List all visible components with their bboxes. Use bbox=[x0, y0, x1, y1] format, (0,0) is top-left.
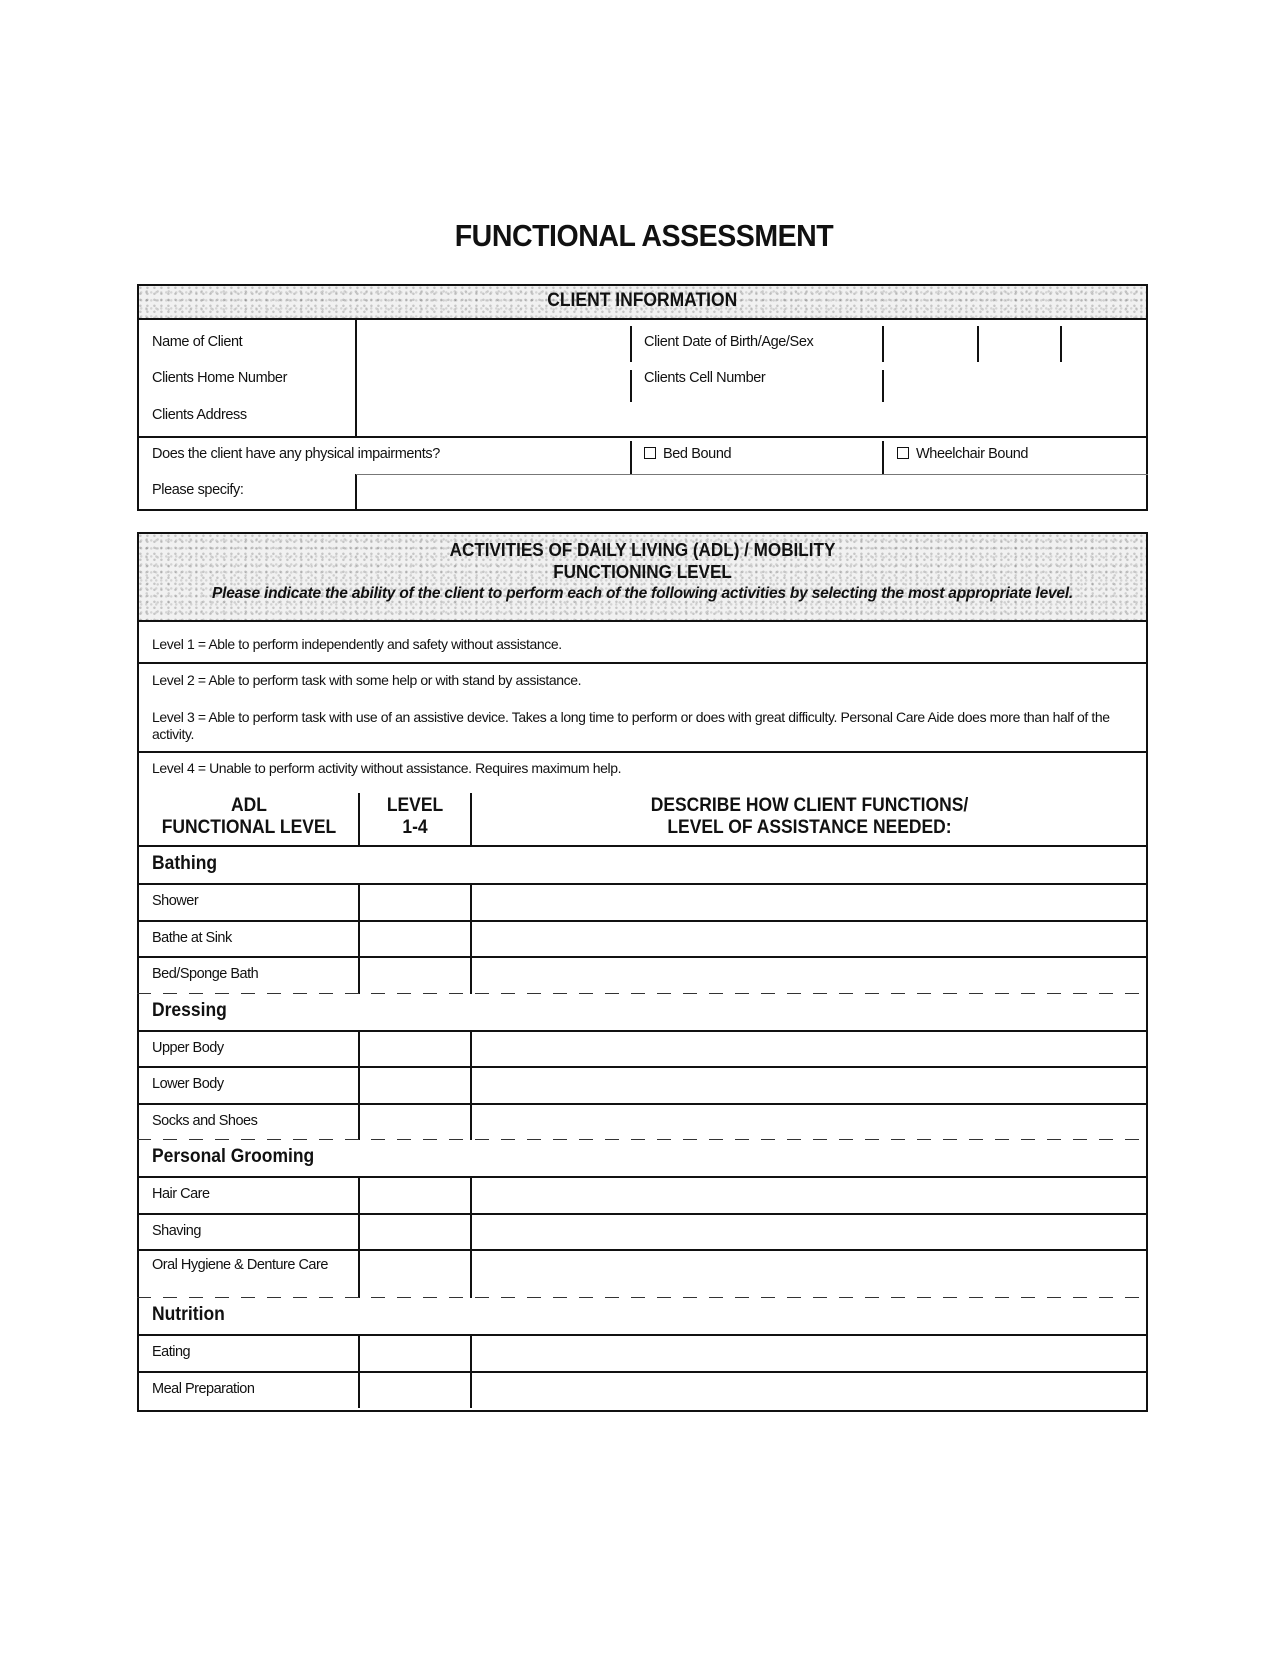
table-row bbox=[137, 921, 1148, 958]
description-input[interactable] bbox=[472, 1335, 1146, 1372]
row-label: Bed/Sponge Bath bbox=[152, 966, 259, 982]
level-input[interactable] bbox=[360, 1214, 470, 1251]
column-header-level bbox=[363, 795, 466, 839]
description-input[interactable] bbox=[472, 1214, 1146, 1251]
row-label: Bathe at Sink bbox=[152, 929, 232, 946]
description-input[interactable] bbox=[472, 1031, 1146, 1068]
address-field[interactable] bbox=[360, 398, 1140, 434]
table-row bbox=[137, 884, 1148, 921]
description-input[interactable] bbox=[472, 1104, 1146, 1141]
bed-bound-checkbox[interactable] bbox=[644, 446, 731, 462]
divider bbox=[358, 1067, 360, 1104]
description-input[interactable] bbox=[472, 1067, 1146, 1104]
level-input[interactable] bbox=[360, 1372, 470, 1409]
level-4-definition: Level 4 = Unable to perform activity without assistance. Requires maximum help. bbox=[152, 760, 622, 776]
column-header-adl-line2: FUNCTIONAL LEVEL bbox=[161, 817, 337, 838]
bed-bound-label: Bed Bound bbox=[663, 446, 732, 462]
level-2-definition: Level 2 = Able to perform task with some help or with stand by assistance. bbox=[152, 672, 582, 688]
row-label: Eating bbox=[152, 1344, 191, 1360]
level-input[interactable] bbox=[360, 1031, 470, 1068]
table-row bbox=[137, 1067, 1148, 1104]
column-header-adl-line1: ADL bbox=[231, 795, 267, 816]
please-specify-field[interactable] bbox=[360, 477, 1144, 507]
wheelchair-bound-checkbox[interactable] bbox=[897, 446, 1028, 462]
table-row bbox=[137, 1335, 1148, 1372]
column-header-describe bbox=[498, 795, 1121, 839]
divider bbox=[137, 751, 1148, 753]
divider bbox=[358, 884, 360, 921]
table-row bbox=[137, 1177, 1148, 1214]
divider bbox=[358, 921, 360, 958]
divider bbox=[882, 441, 884, 474]
level-input[interactable] bbox=[360, 1335, 470, 1372]
client-information-header bbox=[139, 286, 1146, 320]
level-input[interactable] bbox=[360, 957, 470, 994]
table-row bbox=[137, 1104, 1148, 1141]
row-label: Socks and Shoes bbox=[152, 1112, 258, 1129]
cell-number-field[interactable] bbox=[886, 366, 1144, 398]
name-of-client-label: Name of Client bbox=[152, 334, 243, 350]
divider bbox=[882, 326, 884, 362]
divider bbox=[358, 793, 360, 846]
divider bbox=[358, 1031, 360, 1068]
divider bbox=[470, 1104, 472, 1141]
divider bbox=[1060, 326, 1062, 362]
row-label: Shaving bbox=[152, 1222, 201, 1239]
row-label: Lower Body bbox=[152, 1076, 224, 1092]
adl-title-line1: ACTIVITIES OF DAILY LIVING (ADL) / MOBILITY bbox=[449, 540, 836, 560]
row-label: Upper Body bbox=[152, 1039, 224, 1056]
table-row bbox=[137, 1214, 1148, 1251]
divider bbox=[470, 957, 472, 994]
column-header-level-line1: LEVEL bbox=[386, 795, 444, 816]
divider bbox=[137, 436, 1148, 438]
wheelchair-bound-label: Wheelchair Bound bbox=[916, 446, 1029, 462]
table-row bbox=[137, 957, 1148, 994]
section-heading: Dressing bbox=[152, 999, 227, 1021]
divider bbox=[137, 845, 1148, 847]
level-input[interactable] bbox=[360, 1067, 470, 1104]
level-input[interactable] bbox=[360, 921, 470, 958]
divider bbox=[137, 1297, 1148, 1298]
level-input[interactable] bbox=[360, 1250, 470, 1298]
divider bbox=[470, 1250, 472, 1298]
divider bbox=[358, 957, 360, 994]
row-label: Hair Care bbox=[152, 1186, 210, 1202]
age-field[interactable] bbox=[981, 326, 1058, 362]
divider bbox=[630, 441, 632, 474]
page-title: FUNCTIONAL ASSESSMENT bbox=[454, 218, 834, 253]
section-heading: Nutrition bbox=[152, 1304, 225, 1325]
level-input[interactable] bbox=[360, 1177, 470, 1214]
row-label: Shower bbox=[152, 893, 199, 909]
column-header-describe-line1: DESCRIBE HOW CLIENT FUNCTIONS/ bbox=[650, 795, 969, 816]
divider bbox=[137, 662, 1148, 664]
adl-instruction: Please indicate the ability of the client to perform each of the following activities by selecting the most appropriate level. bbox=[211, 585, 1074, 602]
adl-title-line2: FUNCTIONING LEVEL bbox=[553, 562, 732, 582]
level-input[interactable] bbox=[360, 1104, 470, 1141]
description-input[interactable] bbox=[472, 1372, 1146, 1409]
please-specify-label: Please specify: bbox=[152, 482, 244, 498]
column-header-describe-line2: LEVEL OF ASSISTANCE NEEDED: bbox=[667, 817, 952, 838]
sex-field[interactable] bbox=[1064, 326, 1144, 362]
divider bbox=[358, 1250, 360, 1298]
divider bbox=[470, 1335, 472, 1372]
description-input[interactable] bbox=[472, 957, 1146, 994]
divider bbox=[630, 326, 632, 362]
description-input[interactable] bbox=[472, 884, 1146, 921]
divider bbox=[470, 1067, 472, 1104]
divider bbox=[470, 921, 472, 958]
physical-impairments-question: Does the client have any physical impairments? bbox=[152, 446, 440, 462]
checkbox-icon bbox=[644, 447, 656, 459]
section-heading: Personal Grooming bbox=[152, 1146, 315, 1167]
home-number-label: Clients Home Number bbox=[152, 370, 288, 386]
table-row bbox=[137, 1031, 1148, 1068]
level-input[interactable] bbox=[360, 884, 470, 921]
divider bbox=[977, 326, 979, 362]
level-3-definition: Level 3 = Able to perform task with use of an assistive device. Takes a long time to perform or does with great difficulty. Personal Care Aide does more than half of the activity. bbox=[152, 709, 1110, 742]
row-label: Oral Hygiene & Denture Care bbox=[152, 1257, 328, 1273]
divider bbox=[470, 884, 472, 921]
section-heading: Bathing bbox=[152, 853, 218, 874]
client-information-title: CLIENT INFORMATION bbox=[547, 290, 738, 311]
checkbox-icon bbox=[897, 447, 909, 459]
table-row bbox=[137, 1372, 1148, 1409]
divider bbox=[137, 993, 1148, 994]
divider bbox=[358, 1335, 360, 1372]
address-label: Clients Address bbox=[152, 407, 247, 423]
column-header-level-line2: 1-4 bbox=[402, 817, 428, 838]
divider bbox=[358, 1177, 360, 1214]
name-of-client-field[interactable] bbox=[360, 326, 626, 358]
divider bbox=[137, 1139, 1148, 1140]
dob-field[interactable] bbox=[886, 326, 975, 362]
divider bbox=[356, 474, 1148, 475]
dob-age-sex-label: Client Date of Birth/Age/Sex bbox=[644, 334, 814, 350]
divider bbox=[470, 793, 472, 846]
divider bbox=[358, 1372, 360, 1409]
home-number-field[interactable] bbox=[360, 362, 626, 394]
description-input[interactable] bbox=[472, 921, 1146, 958]
table-row bbox=[137, 1250, 1148, 1298]
divider bbox=[358, 1214, 360, 1251]
divider bbox=[470, 1372, 472, 1409]
description-input[interactable] bbox=[472, 1177, 1146, 1214]
description-input[interactable] bbox=[472, 1250, 1146, 1298]
column-header-adl bbox=[148, 795, 350, 839]
divider bbox=[470, 1214, 472, 1251]
divider bbox=[470, 1177, 472, 1214]
level-1-definition: Level 1 = Able to perform independently and safety without assistance. bbox=[152, 636, 562, 652]
divider bbox=[470, 1031, 472, 1068]
row-label: Meal Preparation bbox=[152, 1380, 255, 1397]
divider bbox=[355, 474, 357, 510]
divider bbox=[355, 318, 357, 437]
divider bbox=[358, 1104, 360, 1141]
cell-number-label: Clients Cell Number bbox=[644, 370, 766, 386]
